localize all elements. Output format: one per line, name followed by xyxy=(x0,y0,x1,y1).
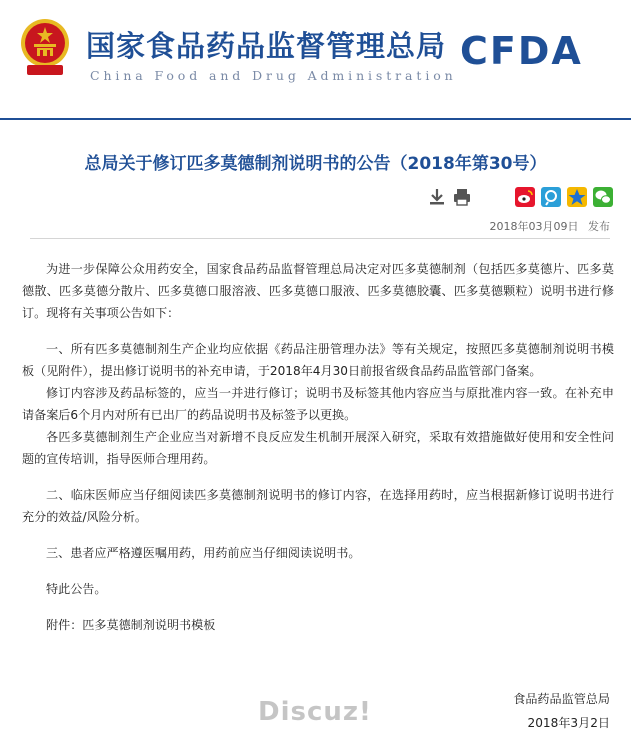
paragraph-item-3: 三、患者应严格遵医嘱用药，用药前应当仔细阅读说明书。 xyxy=(46,546,361,560)
site-header xyxy=(0,0,631,104)
article-body xyxy=(22,258,614,636)
paragraph-item-2: 二、临床医师应当仔细阅读匹多莫德制剂说明书的修订内容，在选择用药时，应当根据新修订说明书进行充分的效益/风险分析。 xyxy=(22,488,614,524)
paragraph-item-1-research: 各匹多莫德制剂生产企业应当对新增不良反应发生机制开展深入研究，采取有效措施做好使用和安全性问题的宣传培训，指导医师合理用药。 xyxy=(22,430,614,466)
cfda-logo xyxy=(460,30,610,70)
tencent-share-icon[interactable] xyxy=(541,187,561,207)
discuz-watermark: Discuz! xyxy=(258,697,372,727)
print-icon[interactable] xyxy=(452,187,472,207)
paragraph-item-1: 一、所有匹多莫德制剂生产企业均应依据《药品注册管理办法》等有关规定，按照匹多莫德制剂说明书模板（见附件），提出修订说明书的补充申请，于2018年4月30日前报省级食品药品监管部门备案。 xyxy=(22,342,614,378)
publish-date: 2018年03月09日 xyxy=(489,220,579,233)
publish-dateline xyxy=(0,218,610,234)
wechat-share-icon[interactable] xyxy=(593,187,613,207)
paragraph-intro: 为进一步保障公众用药安全，国家食品药品监督管理总局决定对匹多莫德制剂（包括匹多莫德片、匹多莫德散、匹多莫德分散片、匹多莫德口服溶液、匹多莫德口服液、匹多莫德胶囊、匹多莫德颗粒）说明书进行修订。现将有关事项公告如下： xyxy=(22,262,614,320)
paragraph-item-1-label: 修订内容涉及药品标签的，应当一并进行修订；说明书及标签其他内容应当与原批准内容一致。在补充申请备案后6个月内对所有已出厂的药品说明书及标签予以更换。 xyxy=(22,386,614,422)
download-icon[interactable] xyxy=(427,187,447,207)
header-divider xyxy=(0,118,631,120)
signoff-date: 2018年3月2日 xyxy=(527,716,610,730)
content-divider xyxy=(30,238,610,239)
agency-name-cn: 国家食品药品监督管理总局 xyxy=(86,29,447,63)
svg-text:CFDA: CFDA xyxy=(460,30,583,70)
signoff-organization: 食品药品监管总局 xyxy=(513,692,610,706)
page-title: 总局关于修订匹多莫德制剂说明书的公告（2018年第30号） xyxy=(84,154,547,174)
national-emblem-icon xyxy=(19,17,71,81)
attachment-link[interactable]: 附件：匹多莫德制剂说明书模板 xyxy=(46,618,216,632)
publish-label: 发布 xyxy=(588,220,610,233)
qzone-share-icon[interactable] xyxy=(567,187,587,207)
paragraph-closing: 特此公告。 xyxy=(46,582,107,596)
weibo-share-icon[interactable] xyxy=(515,187,535,207)
agency-name-en: China Food and Drug Administration xyxy=(90,68,457,83)
